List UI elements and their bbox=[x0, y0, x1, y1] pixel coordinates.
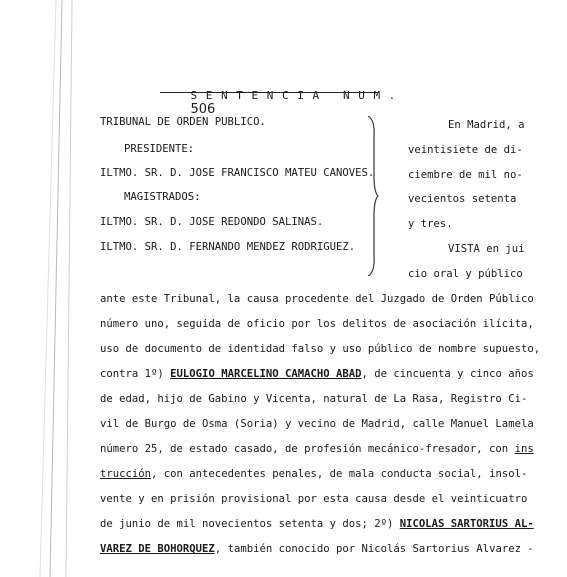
magistrados-label: MAGISTRADOS: bbox=[124, 191, 201, 203]
body-line-4-suffix: , de cincuenta y cinco años bbox=[361, 368, 534, 380]
magistrado-1: ILTMO. SR. D. JOSE REDONDO SALINAS. bbox=[100, 216, 324, 228]
body-line-10 bbox=[100, 518, 534, 531]
scan-margin-lines bbox=[0, 0, 90, 577]
tribunal-name: TRIBUNAL DE ORDEN PUBLICO. bbox=[100, 116, 266, 128]
defendant-1-name: EULOGIO MARCELINO CAMACHO ABAD bbox=[170, 368, 362, 380]
right-line-6: VISTA en jui bbox=[448, 243, 525, 255]
body-line-7-prefix: número 25, de estado casado, de profesión mecánico-fresador, con bbox=[100, 443, 515, 455]
defendant-2-name-start: NICOLAS SARTORIUS AL- bbox=[399, 518, 534, 530]
sentencia-number: 506 bbox=[190, 102, 216, 117]
body-line-7 bbox=[100, 443, 534, 456]
body-line-4 bbox=[100, 368, 534, 381]
body-line-4-prefix: contra 1º) bbox=[100, 368, 171, 380]
right-line-4: vecientos setenta bbox=[408, 193, 517, 205]
body-line-11-suffix: , también conocido por Nicolás Sartorius Alvarez - bbox=[214, 543, 534, 555]
body-line-5: de edad, hijo de Gabino y Vicenta, natural de La Rasa, Registro Ci- bbox=[100, 393, 528, 405]
magistrado-2: ILTMO. SR. D. FERNANDO MENDEZ RODRIGUEZ. bbox=[100, 241, 356, 253]
body-line-8 bbox=[100, 468, 527, 481]
body-line-2: número uno, seguida de oficio por los delitos de asociación ilícita, bbox=[100, 318, 534, 330]
presidente-name: ILTMO. SR. D. JOSE FRANCISCO MATEU CANOVES. bbox=[100, 167, 375, 179]
body-line-3: uso de documento de identidad falso y uso público de nombre supuesto, bbox=[100, 343, 541, 355]
defendant-2-name-end: VAREZ DE BOHORQUEZ bbox=[100, 543, 215, 555]
body-line-11 bbox=[100, 543, 534, 556]
body-line-6: vil de Burgo de Osma (Soria) y vecino de Madrid, calle Manuel Lamela bbox=[100, 418, 534, 430]
right-line-7: cio oral y público bbox=[408, 268, 523, 280]
right-line-2: veintisiete de di- bbox=[408, 144, 523, 156]
right-line-3: ciembre de mil no- bbox=[408, 169, 523, 181]
body-line-9: vente y en prisión provisional por esta causa desde el veinticuatro bbox=[100, 493, 528, 505]
body-line-1: ante este Tribunal, la causa procedente del Juzgado de Orden Público bbox=[100, 293, 534, 305]
right-line-5: y tres. bbox=[408, 218, 453, 230]
title-underline bbox=[160, 92, 378, 93]
instruccion-underlined-end: trucción bbox=[100, 468, 152, 480]
right-line-1: En Madrid, a bbox=[448, 119, 525, 131]
sentencia-title-label: S E N T E N C I A N U M . bbox=[190, 89, 397, 102]
presidente-label: PRESIDENTE: bbox=[124, 143, 195, 155]
header-brace bbox=[365, 116, 379, 276]
instruccion-underlined-start: ins bbox=[514, 443, 534, 455]
body-line-10-prefix: de junio de mil novecientos setenta y dos; 2º) bbox=[100, 518, 400, 530]
body-line-8-suffix: , con antecedentes penales, de mala conducta social, insol- bbox=[151, 468, 528, 480]
